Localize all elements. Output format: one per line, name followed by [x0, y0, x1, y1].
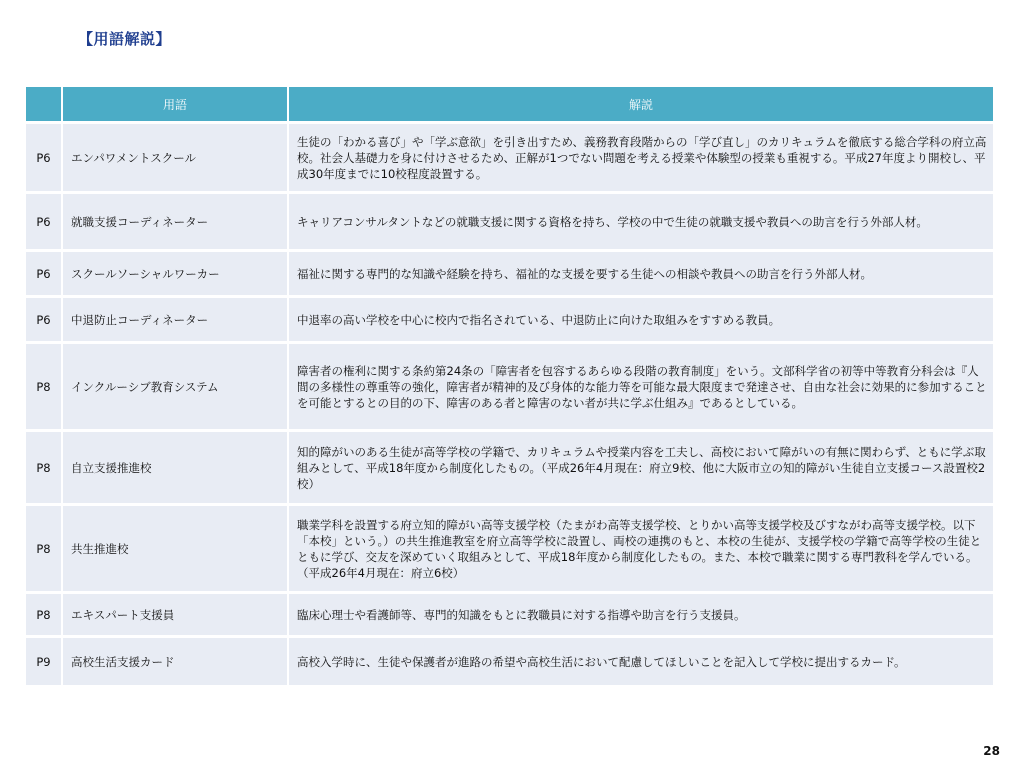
row-description: 生徒の「わかる喜び」や「学ぶ意欲」を引き出すため、義務教育段階からの「学び直し」のカリキュラムを徹底する総合学科の府立高校。社会人基礎力を身に付けさせるため、正解が1つでない問題を考える授業や体験型の授業も重視する。平成27年度より開校し、平成30年度までに10校程度設置する。 — [289, 124, 993, 194]
row-page: P6 — [26, 298, 63, 344]
table-row — [26, 506, 993, 594]
glossary-table — [26, 87, 993, 688]
row-page: P8 — [26, 344, 63, 432]
row-term: エキスパート支援員 — [63, 594, 289, 638]
row-term: 就職支援コーディネーター — [63, 194, 289, 252]
row-term: エンパワメントスクール — [63, 124, 289, 194]
page-title: 【用語解説】 — [78, 30, 172, 48]
row-term: インクルーシブ教育システム — [63, 344, 289, 432]
row-term: スクールソーシャルワーカー — [63, 252, 289, 298]
page-number: 28 — [983, 744, 1000, 758]
row-description: キャリアコンサルタントなどの就職支援に関する資格を持ち、学校の中で生徒の就職支援や教員への助言を行う外部人材。 — [289, 194, 993, 252]
row-description: 福祉に関する専門的な知識や経験を持ち、福祉的な支援を要する生徒への相談や教員への助言を行う外部人材。 — [289, 252, 993, 298]
row-page: P8 — [26, 594, 63, 638]
row-page: P6 — [26, 124, 63, 194]
table-row — [26, 344, 993, 432]
row-description: 中退率の高い学校を中心に校内で指名されている、中退防止に向けた取組みをすすめる教員。 — [289, 298, 993, 344]
row-term: 自立支援推進校 — [63, 432, 289, 506]
row-page: P8 — [26, 506, 63, 594]
row-term: 共生推進校 — [63, 506, 289, 594]
row-term: 高校生活支援カード — [63, 638, 289, 688]
row-description: 高校入学時に、生徒や保護者が進路の希望や高校生活において配慮してほしいことを記入して学校に提出するカード。 — [289, 638, 993, 688]
header-description: 解説 — [289, 87, 993, 124]
row-page: P8 — [26, 432, 63, 506]
header-term: 用語 — [63, 87, 289, 124]
header-page — [26, 87, 63, 124]
row-description: 臨床心理士や看護師等、専門的知識をもとに教職員に対する指導や助言を行う支援員。 — [289, 594, 993, 638]
row-page: P6 — [26, 194, 63, 252]
row-page: P9 — [26, 638, 63, 688]
table-row — [26, 594, 993, 638]
table-row — [26, 432, 993, 506]
table-row — [26, 638, 993, 688]
row-description: 障害者の権利に関する条約第24条の「障害者を包容するあらゆる段階の教育制度」をいう。文部科学省の初等中等教育分科会は『人間の多様性の尊重等の強化，障害者が精神的及び身体的な能力等を可能な最大限度まで発達させ、自由な社会に効果的に参加することを可能とするとの目的の下、障害のある者と障害のない者が共に学ぶ仕組み』であるとしている。 — [289, 344, 993, 432]
row-description: 知的障がいのある生徒が高等学校の学籍で、カリキュラムや授業内容を工夫し、高校において障がいの有無に関わらず、ともに学ぶ取組みとして、平成18年度から制度化したもの。（平成26年4月現在：府立9校、他に大阪市立の知的障がい生徒自立支援コース設置校2校） — [289, 432, 993, 506]
row-term: 中退防止コーディネーター — [63, 298, 289, 344]
table-header-row — [26, 87, 993, 124]
table-row — [26, 124, 993, 194]
row-page: P6 — [26, 252, 63, 298]
table-row — [26, 298, 993, 344]
row-description: 職業学科を設置する府立知的障がい高等支援学校（たまがわ高等支援学校、とりかい高等支援学校及びすながわ高等支援学校。以下「本校」という。）の共生推進教室を府立高等学校に設置し、両校の連携のもと、本校の生徒が、支援学校の学籍で高等学校の生徒とともに学び、交友を深めていく取組みとして、平成18年度から制度化したもの。また、本校で職業に関する専門教科を学んでいる。（平成26年4月現在：府立6校） — [289, 506, 993, 594]
table-row — [26, 252, 993, 298]
table-row — [26, 194, 993, 252]
